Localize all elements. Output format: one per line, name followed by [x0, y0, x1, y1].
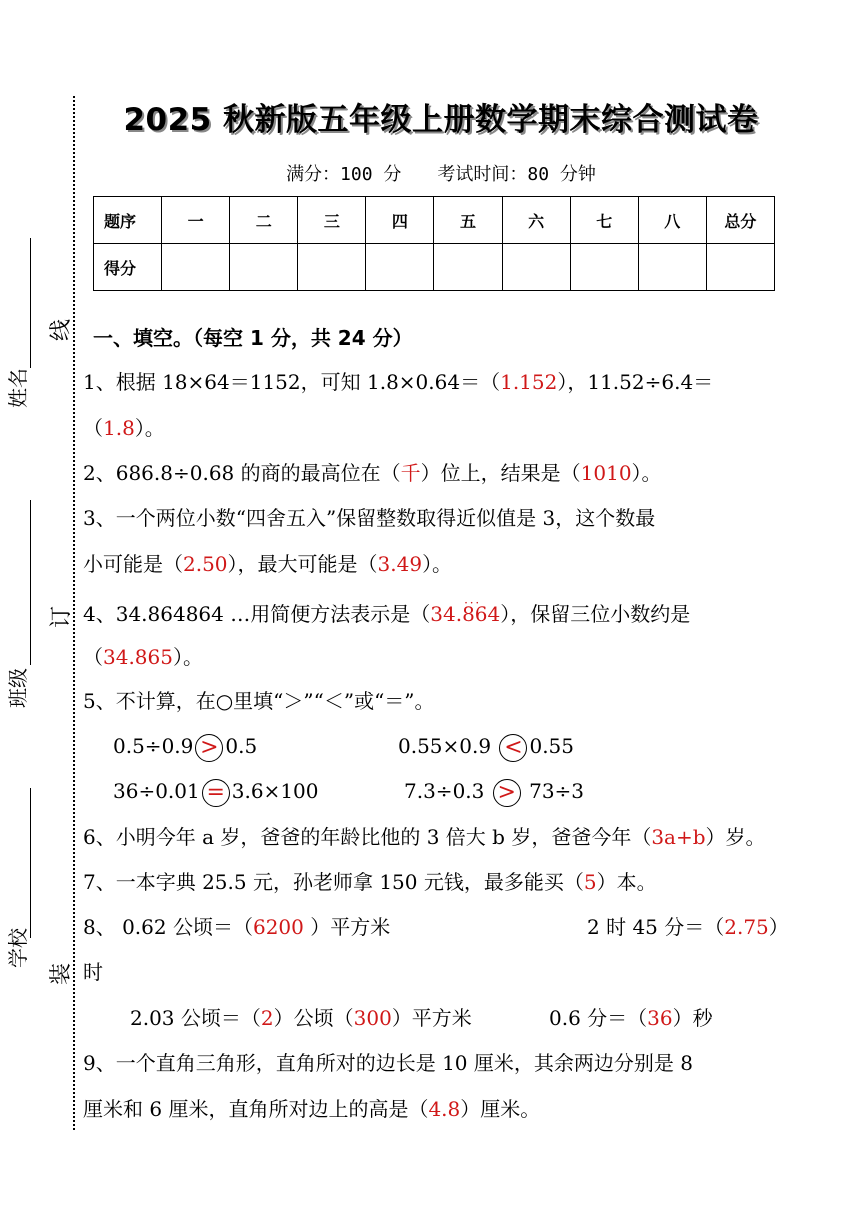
text: 厘米和 6 厘米，直角所对边上的高是（ — [83, 1097, 429, 1121]
question-9-line-1: 9、一个直角三角形，直角所对的边长是 10 厘米，其余两边分别是 8 — [83, 1051, 693, 1075]
score-cell[interactable] — [434, 244, 502, 291]
full-score: 满分：100 分 — [286, 164, 402, 185]
question-2 — [83, 458, 662, 488]
table-cell: 六 — [502, 197, 570, 244]
score-cell[interactable] — [502, 244, 570, 291]
text: 36÷0.01 — [113, 779, 200, 803]
text: ）厘米。 — [460, 1097, 541, 1121]
repeating-decimal-answer: · · · 864 — [462, 602, 500, 626]
question-8-line-1b — [587, 912, 789, 942]
text: ），保留三位小数约是 — [500, 602, 691, 626]
answer: 4.8 — [428, 1097, 461, 1121]
table-cell: 三 — [298, 197, 366, 244]
score-cell[interactable] — [366, 244, 434, 291]
school-label: 学校 — [6, 928, 30, 968]
question-8-line-1a — [83, 912, 390, 942]
text: 2、686.8÷0.68 的商的最高位在（ — [83, 461, 401, 485]
text: （ — [83, 416, 103, 440]
answer: 1.152 — [500, 370, 558, 394]
answer: 2.75 — [724, 915, 769, 939]
comparison-item — [113, 731, 257, 762]
question-8-line-2: 时 — [83, 960, 103, 984]
text: ）。 — [422, 552, 453, 576]
answer: 34.865 — [103, 645, 173, 669]
score-table-header-row — [94, 197, 775, 244]
binding-char-bind: 装 — [49, 963, 74, 986]
school-write-line — [30, 788, 31, 938]
score-cell[interactable] — [298, 244, 366, 291]
text: ）公顷（ — [273, 1006, 354, 1030]
exam-time: 考试时间：80 分钟 — [437, 164, 596, 185]
text: 7.3÷0.3 — [404, 779, 485, 803]
table-cell: 八 — [638, 197, 706, 244]
answer: 3a+b — [651, 825, 706, 849]
text: 0.55 — [529, 734, 574, 758]
answer: 300 — [353, 1006, 392, 1030]
table-cell: 四 — [366, 197, 434, 244]
text: 7、一本字典 25.5 元，孙老师拿 150 元钱，最多能买（ — [83, 870, 584, 894]
comparison-item — [398, 731, 574, 762]
answer: 6200 — [252, 915, 304, 939]
text: 0.55×0.9 — [398, 734, 492, 758]
question-8-line-3b — [549, 1003, 713, 1033]
question-9-line-2 — [83, 1094, 540, 1124]
name-write-line — [30, 238, 31, 368]
answer: 2 — [260, 1006, 274, 1030]
text: ），11.52÷6.4＝ — [557, 370, 714, 394]
score-cell[interactable] — [162, 244, 230, 291]
question-7 — [83, 867, 657, 897]
binding-char-staple: 订 — [49, 606, 74, 629]
table-cell: 题序 — [94, 197, 162, 244]
question-1-line-2 — [83, 413, 165, 443]
answer: 1010 — [580, 461, 632, 485]
answer: 千 — [400, 461, 421, 485]
score-table — [93, 196, 775, 291]
question-1-line-1 — [83, 367, 713, 397]
comparison-circle: > — [493, 779, 521, 807]
table-cell: 五 — [434, 197, 502, 244]
text: 1、根据 18×64＝1152，可知 1.8×0.64＝（ — [83, 370, 501, 394]
comparison-circle: > — [195, 734, 223, 762]
comparison-item — [404, 776, 584, 807]
answer: 34. — [430, 602, 463, 626]
text: ）。 — [172, 645, 203, 669]
text: 2 时 45 分＝（ — [587, 915, 725, 939]
text: （ — [83, 645, 103, 669]
text: ）岁。 — [705, 825, 766, 849]
score-table-score-row — [94, 244, 775, 291]
comparison-circle: = — [202, 779, 230, 807]
exam-meta — [96, 160, 786, 186]
table-cell: 七 — [570, 197, 638, 244]
answer: 36 — [647, 1006, 673, 1030]
section-title: 一、填空。（每空 1 分，共 24 分） — [93, 326, 413, 350]
class-write-line — [30, 500, 31, 665]
text: ） — [768, 915, 789, 939]
table-cell: 二 — [230, 197, 298, 244]
question-8-line-3a — [130, 1003, 472, 1033]
table-cell: 得分 — [94, 244, 162, 291]
text: 6、小明今年 a 岁，爸爸的年龄比他的 3 倍大 b 岁，爸爸今年（ — [83, 825, 652, 849]
answer: 2.50 — [183, 552, 228, 576]
text: ）。 — [134, 416, 165, 440]
question-4-line-1 — [83, 599, 690, 629]
score-cell[interactable] — [230, 244, 298, 291]
binding-margin — [0, 0, 80, 1227]
comparison-circle: < — [499, 734, 527, 762]
answer: 5 — [583, 870, 597, 894]
question-6 — [83, 822, 766, 852]
text: 0.6 分＝（ — [549, 1006, 648, 1030]
text: ）平方米 — [303, 915, 391, 939]
text: 0.5 — [225, 734, 258, 758]
answer: 3.49 — [377, 552, 423, 576]
text: ）。 — [631, 461, 662, 485]
exam-title: 2025 秋新版五年级上册数学期末综合测试卷 — [123, 102, 759, 138]
answer: 1.8 — [103, 416, 135, 440]
question-3-line-1: 3、一个两位小数“四舍五入”保留整数取得近似值是 3，这个数最 — [83, 506, 656, 530]
text: ），最大可能是（ — [227, 552, 378, 576]
text: 3.6×100 — [231, 779, 319, 803]
text: 2.03 公顷＝（ — [130, 1006, 261, 1030]
score-cell[interactable] — [706, 244, 774, 291]
name-label: 姓名 — [6, 368, 30, 408]
binding-char-line: 线 — [49, 319, 74, 342]
text: 小可能是（ — [83, 552, 183, 576]
question-4-line-2 — [83, 642, 203, 672]
comparison-item — [113, 776, 319, 807]
text: 0.5÷0.9 — [113, 734, 194, 758]
text: ）位上，结果是（ — [420, 461, 581, 485]
text: 4、34.864864 …用简便方法表示是（ — [83, 602, 431, 626]
score-cell[interactable] — [638, 244, 706, 291]
text: 73÷3 — [529, 779, 585, 803]
text: ）秒 — [672, 1006, 713, 1030]
text: ）本。 — [596, 870, 657, 894]
question-5-intro: 5、不计算，在○里填“＞”“＜”或“＝”。 — [83, 689, 435, 713]
class-label: 班级 — [6, 668, 30, 708]
score-cell[interactable] — [570, 244, 638, 291]
table-cell: 总分 — [706, 197, 774, 244]
table-cell: 一 — [162, 197, 230, 244]
text: ）平方米 — [391, 1006, 472, 1030]
question-3-line-2 — [83, 549, 452, 579]
text: 8、 0.62 公顷＝（ — [83, 915, 253, 939]
